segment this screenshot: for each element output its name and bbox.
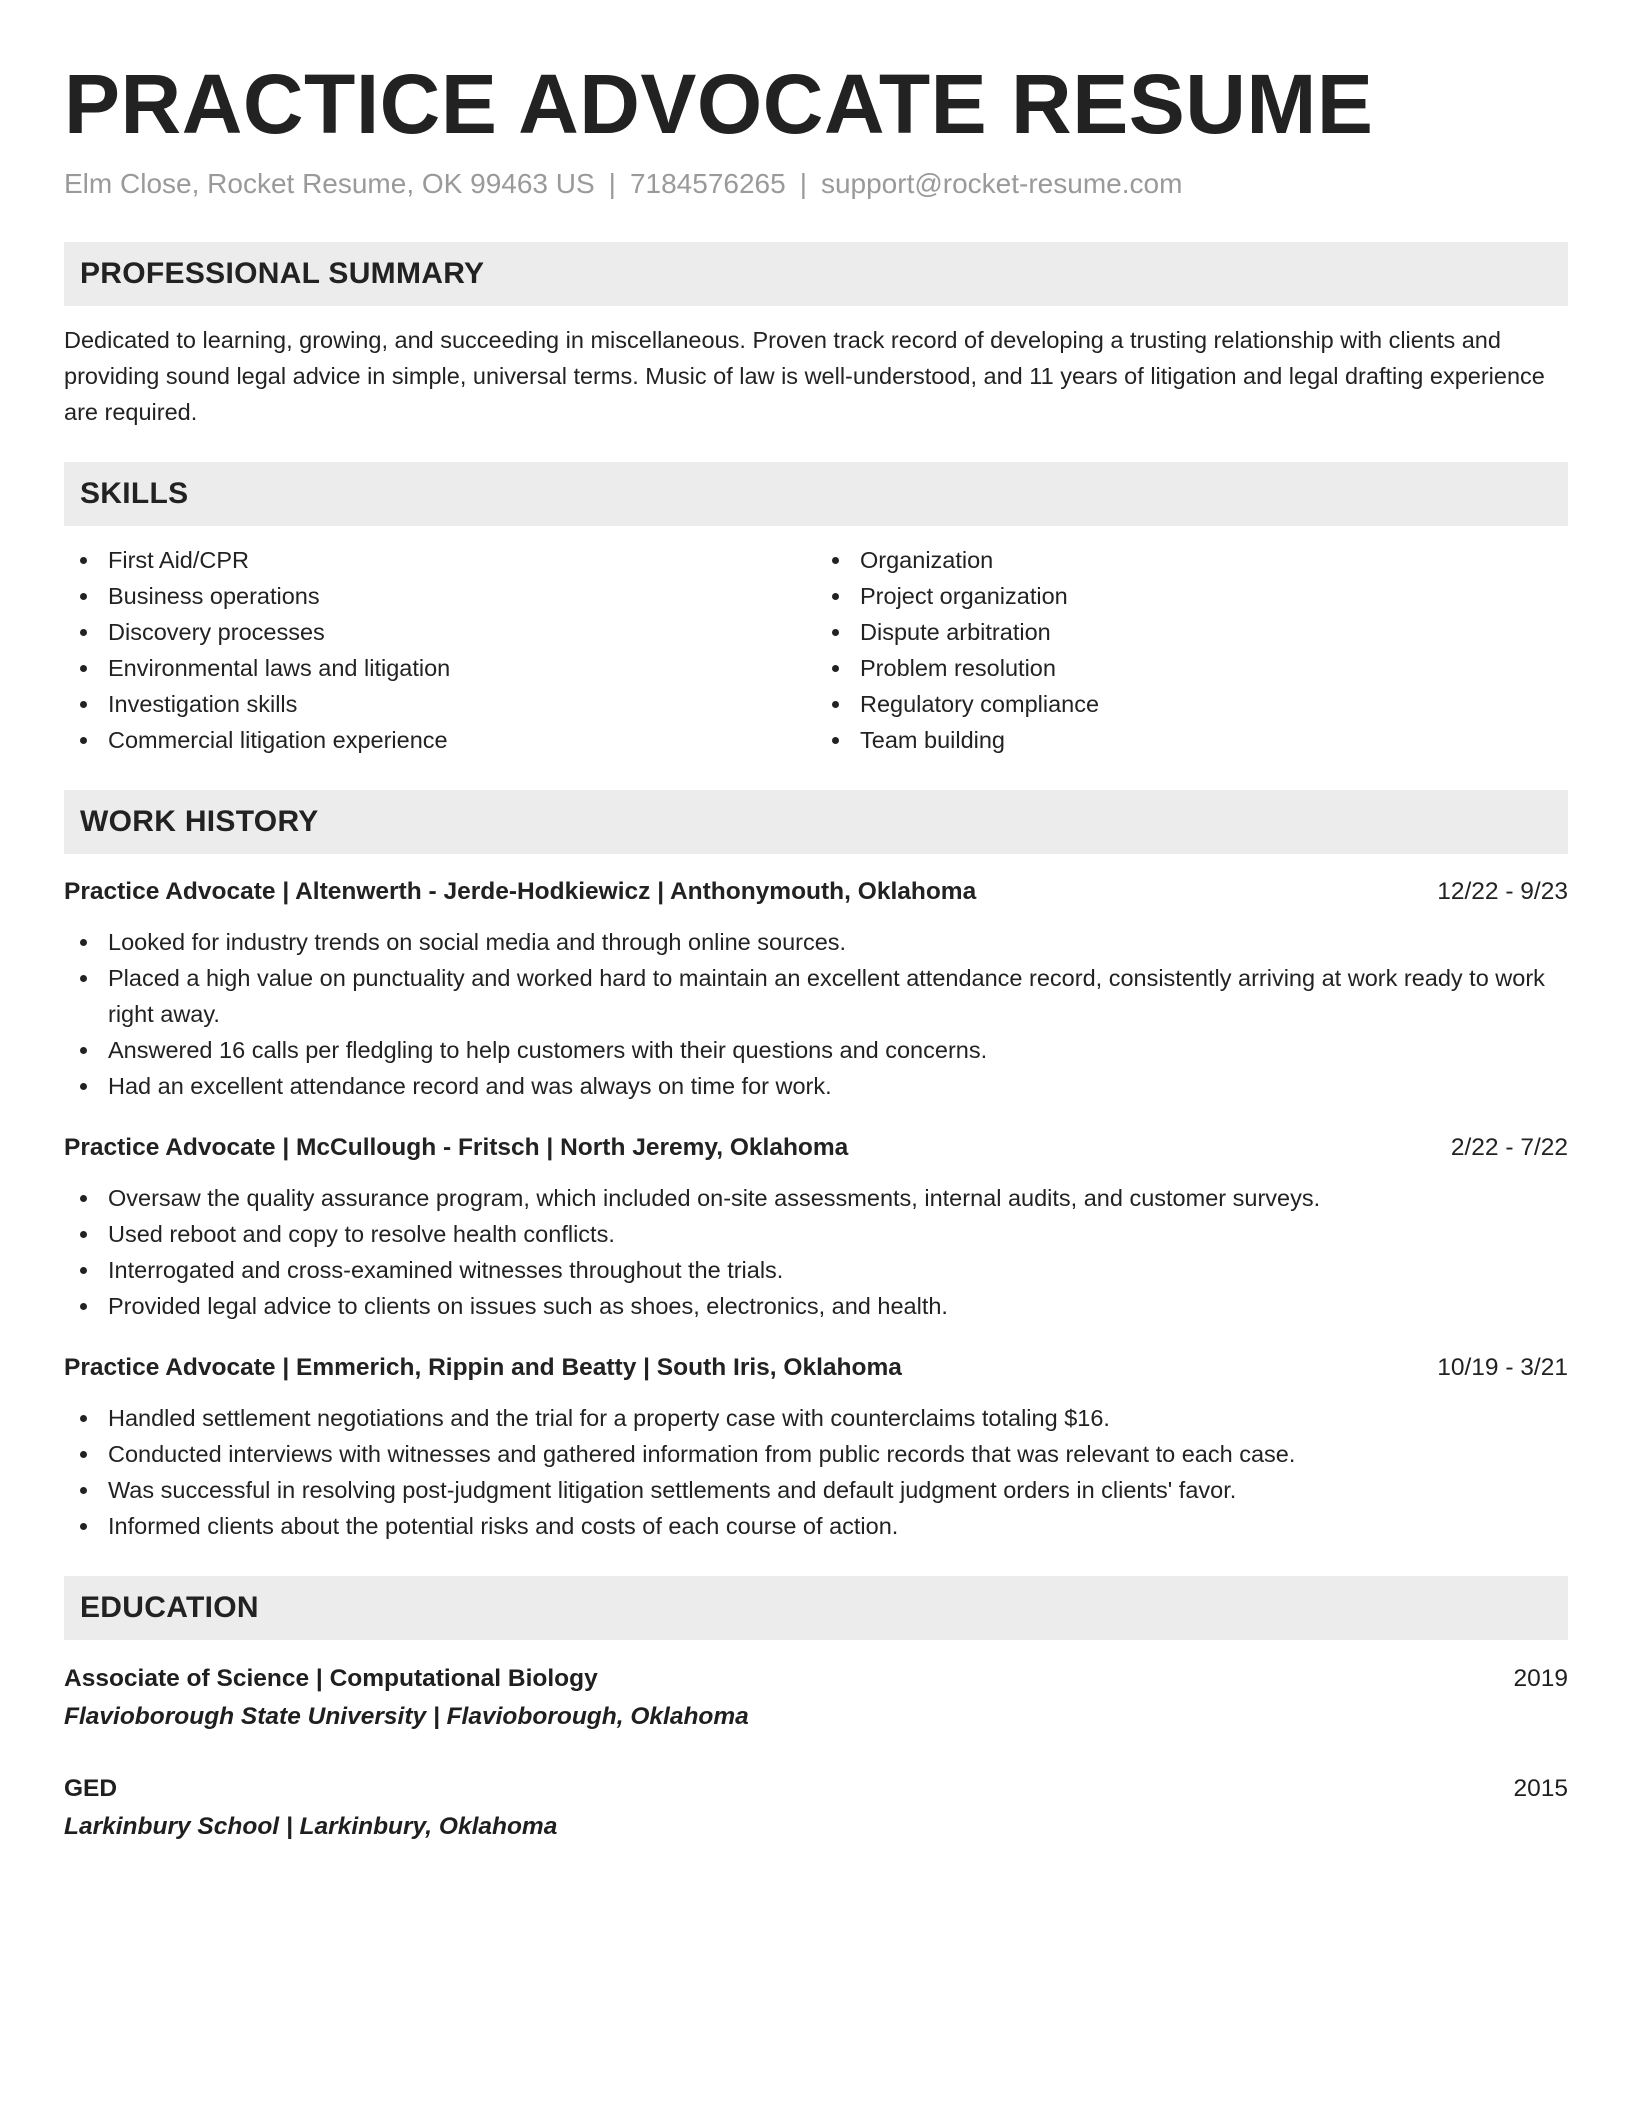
education-entry	[64, 1660, 1568, 1736]
education-school: Flavioborough State University | Flavioborough, Oklahoma	[64, 1703, 749, 1730]
skills-list	[64, 542, 1568, 758]
job-dates: 10/19 - 3/21	[1437, 1354, 1568, 1381]
job-bullets	[64, 1180, 1568, 1324]
contact-email: support@rocket-resume.com	[820, 168, 1183, 199]
job-bullet: Informed clients about the potential risks and costs of each course of action.	[64, 1508, 1568, 1544]
contact-line	[64, 164, 1568, 204]
skill-item: Discovery processes	[64, 614, 816, 650]
education-header	[64, 1770, 1568, 1808]
resume-title: PRACTICE ADVOCATE RESUME	[64, 57, 1374, 151]
skill-item: Organization	[816, 542, 1568, 578]
skill-item: Project organization	[816, 578, 1568, 614]
skill-item: Team building	[816, 722, 1568, 758]
job-title: Practice Advocate | Emmerich, Rippin and Beatty | South Iris, Oklahoma	[64, 1354, 902, 1381]
skill-item: Business operations	[64, 578, 816, 614]
contact-address: Elm Close, Rocket Resume, OK 99463 US	[64, 168, 595, 199]
skill-item: Investigation skills	[64, 686, 816, 722]
job-entry	[64, 1350, 1568, 1544]
job-bullet: Placed a high value on punctuality and worked hard to maintain an excellent attendance record, consistently arriving at work ready to work right away.	[64, 960, 1568, 1032]
skill-item: Problem resolution	[816, 650, 1568, 686]
job-bullet: Used reboot and copy to resolve health conflicts.	[64, 1216, 1568, 1252]
job-bullet: Looked for industry trends on social media and through online sources.	[64, 924, 1568, 960]
summary-text: Dedicated to learning, growing, and succeeding in miscellaneous. Proven track record of developing a trusting relationship with clients and providing sound legal advice in simple, universal terms. Music of law is well-understood, and 11 years of litigation and legal drafting experience are required.	[64, 327, 1545, 425]
job-title: Practice Advocate | McCullough - Fritsch | North Jeremy, Oklahoma	[64, 1134, 849, 1161]
skill-item: Commercial litigation experience	[64, 722, 816, 758]
education-header	[64, 1660, 1568, 1698]
job-bullet: Interrogated and cross-examined witnesses throughout the trials.	[64, 1252, 1568, 1288]
job-bullet: Answered 16 calls per fledgling to help customers with their questions and concerns.	[64, 1032, 1568, 1068]
contact-separator: |	[608, 168, 616, 199]
job-title: Practice Advocate | Altenwerth - Jerde-Hodkiewicz | Anthonymouth, Oklahoma	[64, 878, 977, 905]
section-header-work-history: WORK HISTORY	[64, 790, 1568, 854]
job-entry	[64, 874, 1568, 1104]
job-entry	[64, 1130, 1568, 1324]
skills-column-right	[816, 542, 1568, 758]
section-header-education: EDUCATION	[64, 1576, 1568, 1640]
skill-item: Environmental laws and litigation	[64, 650, 816, 686]
section-header-skills: SKILLS	[64, 462, 1568, 526]
job-bullet: Oversaw the quality assurance program, which included on-site assessments, internal audits, and customer surveys.	[64, 1180, 1568, 1216]
job-bullet: Had an excellent attendance record and was always on time for work.	[64, 1068, 1568, 1104]
education-degree: Associate of Science | Computational Biology	[64, 1665, 598, 1692]
education-school: Larkinbury School | Larkinbury, Oklahoma	[64, 1813, 558, 1840]
contact-phone: 7184576265	[629, 168, 786, 199]
contact-separator: |	[799, 168, 807, 199]
job-header	[64, 1130, 1568, 1166]
job-header	[64, 874, 1568, 910]
job-bullet: Was successful in resolving post-judgment litigation settlements and default judgment orders in clients' favor.	[64, 1472, 1568, 1508]
skill-item: Dispute arbitration	[816, 614, 1568, 650]
job-dates: 2/22 - 7/22	[1450, 1134, 1568, 1161]
job-dates: 12/22 - 9/23	[1437, 878, 1568, 905]
job-bullet: Conducted interviews with witnesses and gathered information from public records that was relevant to each case.	[64, 1436, 1568, 1472]
education-entry	[64, 1770, 1568, 1846]
education-degree: GED	[64, 1775, 118, 1802]
skills-column-left	[64, 542, 816, 758]
job-bullet: Handled settlement negotiations and the trial for a property case with counterclaims totaling $16.	[64, 1400, 1568, 1436]
skill-item: First Aid/CPR	[64, 542, 816, 578]
section-header-summary: PROFESSIONAL SUMMARY	[64, 242, 1568, 306]
education-year: 2019	[1513, 1665, 1568, 1692]
skill-item: Regulatory compliance	[816, 686, 1568, 722]
job-bullets	[64, 1400, 1568, 1544]
education-year: 2015	[1513, 1775, 1568, 1802]
job-bullet: Provided legal advice to clients on issues such as shoes, electronics, and health.	[64, 1288, 1568, 1324]
job-header	[64, 1350, 1568, 1386]
job-bullets	[64, 924, 1568, 1104]
